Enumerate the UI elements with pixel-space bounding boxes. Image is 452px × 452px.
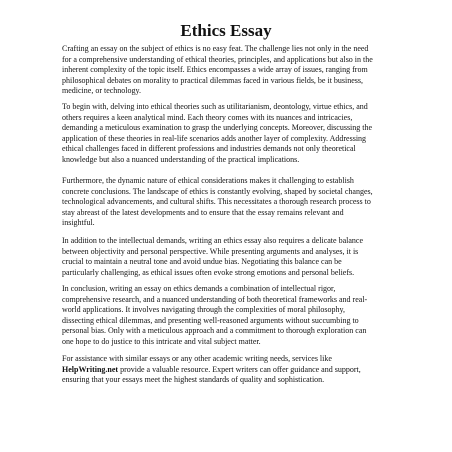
paragraph-1 (62, 44, 414, 97)
paragraph-line: To begin with, delving into ethical theories such as utilitarianism, deontology, virtue ethics, and (62, 102, 368, 111)
paragraph-line: stay abreast of the latest developments and to ensure that the essay remains relevant and (62, 207, 344, 217)
paragraph-line: inherent complexity of the topic itself. Ethics encompasses a wide array of issues, ranging from (62, 65, 368, 75)
paragraph-line: ensuring that your essays meet the highest standards of quality and sophistication. (62, 375, 325, 385)
paragraph-line-rest: provide a valuable resource. Expert writers can offer guidance and support, (118, 364, 361, 374)
paragraph-line: insightful. (62, 218, 95, 228)
paragraph-line: personal bias. Only with a meticulous approach and a commitment to thorough exploration can (62, 326, 367, 336)
paragraph-line: between objectivity and personal perspective. While presenting arguments and analyses, it is (62, 246, 359, 256)
paragraph-line: Furthermore, the dynamic nature of ethical considerations makes it challenging to establish (62, 176, 354, 185)
paragraph-line: comprehensive research, and a nuanced understanding of both theoretical frameworks and real- (62, 294, 368, 304)
paragraph-line: application of these theories in real-life scenarios adds another layer of complexity. Addressing (62, 133, 367, 143)
paragraph-line: dissecting ethical dilemmas, and presenting well-reasoned arguments without succumbing to (62, 315, 359, 325)
paragraph-line: concrete conclusions. The landscape of ethics is constantly evolving, shaped by societal changes, (62, 186, 373, 196)
paragraph-line: For assistance with similar essays or any other academic writing needs, services like (62, 354, 332, 363)
paragraph-5 (62, 284, 414, 348)
paragraph-line: Crafting an essay on the subject of ethics is no easy feat. The challenge lies not only in the need (62, 44, 369, 53)
paragraph-line: In conclusion, writing an essay on ethics demands a combination of intellectual rigor, (62, 284, 336, 293)
brand-link[interactable]: HelpWriting.net (62, 364, 119, 374)
paragraph-4 (62, 236, 414, 278)
paragraph-line: crucial to maintain a neutral tone and avoid undue bias. Negotiating this balance can be (62, 257, 342, 267)
paragraph-line: particularly challenging, as ethical issues often evoke strong emotions and personal beliefs. (62, 267, 355, 277)
paragraph-line: world applications. It involves navigating through the complexities of moral philosophy, (62, 305, 345, 315)
paragraph-line: medicine, or technology. (62, 86, 142, 96)
paragraph-line: demanding a meticulous examination to grasp the underlying concepts. Moreover, discussing the (62, 123, 373, 133)
paragraph-line: ethical challenges faced in different professions and industries demands not only theoretical (62, 144, 356, 154)
paragraph-line (62, 365, 414, 376)
paragraph-line: others requires a keen analytical mind. Each theory comes with its nuances and intricacies, (62, 112, 353, 122)
paragraph-3 (62, 176, 414, 229)
paragraph-2 (62, 102, 414, 166)
closing-paragraph (62, 354, 414, 386)
paragraph-line: technological advancements, and cultural shifts. This necessitates a thorough research process to (62, 197, 371, 207)
paragraph-line: In addition to the intellectual demands, writing an ethics essay also requires a delicate balance (62, 236, 364, 245)
paragraph-line: philosophical debates on morality to practical dilemmas faced in various fields, be it business, (62, 75, 364, 85)
paragraph-line: one hope to do justice to this intricate and vital subject matter. (62, 336, 261, 346)
paragraph-line: for a comprehensive understanding of ethical theories, principles, and applications but also in the (62, 54, 373, 64)
document-title: Ethics Essay (180, 21, 272, 40)
paragraph-line: knowledge but also a nuanced understanding of the practical implications. (62, 154, 300, 164)
